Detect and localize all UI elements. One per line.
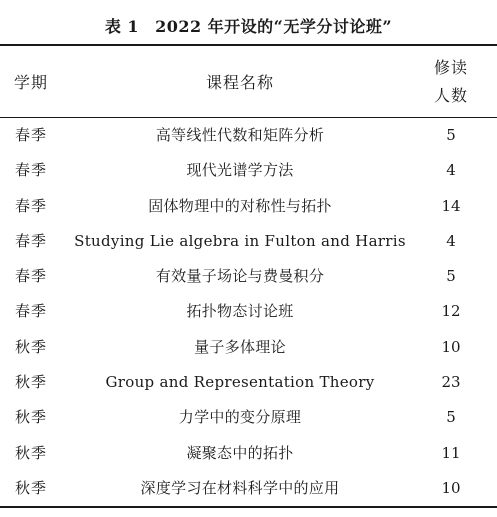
course-name-cell: 高等线性代数和矩阵分析 [155, 126, 325, 144]
enrollment-cell: 5 [446, 408, 456, 427]
course-name-cell: 有效量子场论与费曼积分 [155, 267, 325, 286]
enrollment-cell: 12 [441, 302, 461, 321]
course-name-cell: 深度学习在材料科学中的应用 [140, 478, 340, 497]
semester-cell: 秋季 [14, 443, 47, 462]
table-row [0, 189, 497, 224]
course-name-cell: 现代光谱学方法 [186, 161, 294, 180]
table-row [0, 330, 497, 365]
enrollment-cell: 14 [441, 196, 461, 215]
course-name-cell: Group and Representation Theory [105, 373, 375, 392]
table-number: 1 [127, 17, 140, 36]
table-row [0, 224, 497, 259]
enrollment-cell: 10 [441, 337, 461, 356]
enrollment-cell: 23 [441, 373, 461, 392]
table-title: 2022 年开设的“无学分讨论班” [155, 17, 393, 36]
table-row [0, 365, 497, 400]
course-name-cell: 量子多体理论 [194, 337, 286, 356]
semester-cell: 秋季 [14, 373, 47, 392]
table-body [0, 118, 497, 506]
table-row [0, 294, 497, 329]
table-row [0, 118, 497, 153]
semester-cell: 春季 [14, 267, 47, 286]
bottom-rule [0, 506, 497, 508]
semester-cell: 春季 [14, 126, 47, 144]
course-name-cell: 凝聚态中的拓扑 [186, 443, 294, 462]
table-caption [0, 14, 497, 37]
table-label: 表 [104, 17, 122, 36]
enrollment-cell: 5 [446, 126, 456, 144]
header-enrollment [420, 46, 482, 117]
course-name-cell: 固体物理中的对称性与拓扑 [148, 196, 332, 215]
header-semester: 学期 [13, 73, 48, 92]
table-row [0, 471, 497, 506]
course-name-cell: 力学中的变分原理 [178, 408, 302, 427]
enrollment-cell: 10 [441, 478, 461, 497]
table-row [0, 153, 497, 188]
enrollment-cell: 11 [441, 443, 461, 462]
table-row [0, 400, 497, 435]
semester-cell: 春季 [14, 196, 47, 215]
header-course-name: 课程名称 [205, 73, 274, 92]
header-enrollment-line2: 人数 [433, 85, 468, 105]
semester-cell: 春季 [14, 302, 47, 321]
table-row [0, 436, 497, 471]
header-enrollment-line1: 修读 [433, 57, 468, 77]
table-row [0, 259, 497, 294]
semester-cell: 秋季 [14, 408, 47, 427]
semester-cell: 春季 [14, 161, 47, 180]
semester-cell: 秋季 [14, 337, 47, 356]
enrollment-cell: 4 [446, 231, 456, 250]
enrollment-cell: 4 [446, 161, 456, 180]
semester-cell: 春季 [14, 231, 47, 250]
semester-cell: 秋季 [14, 478, 47, 497]
course-name-cell: Studying Lie algebra in Fulton and Harris [74, 231, 406, 250]
course-name-cell: 拓扑物态讨论班 [186, 302, 294, 321]
enrollment-cell: 5 [446, 267, 456, 286]
